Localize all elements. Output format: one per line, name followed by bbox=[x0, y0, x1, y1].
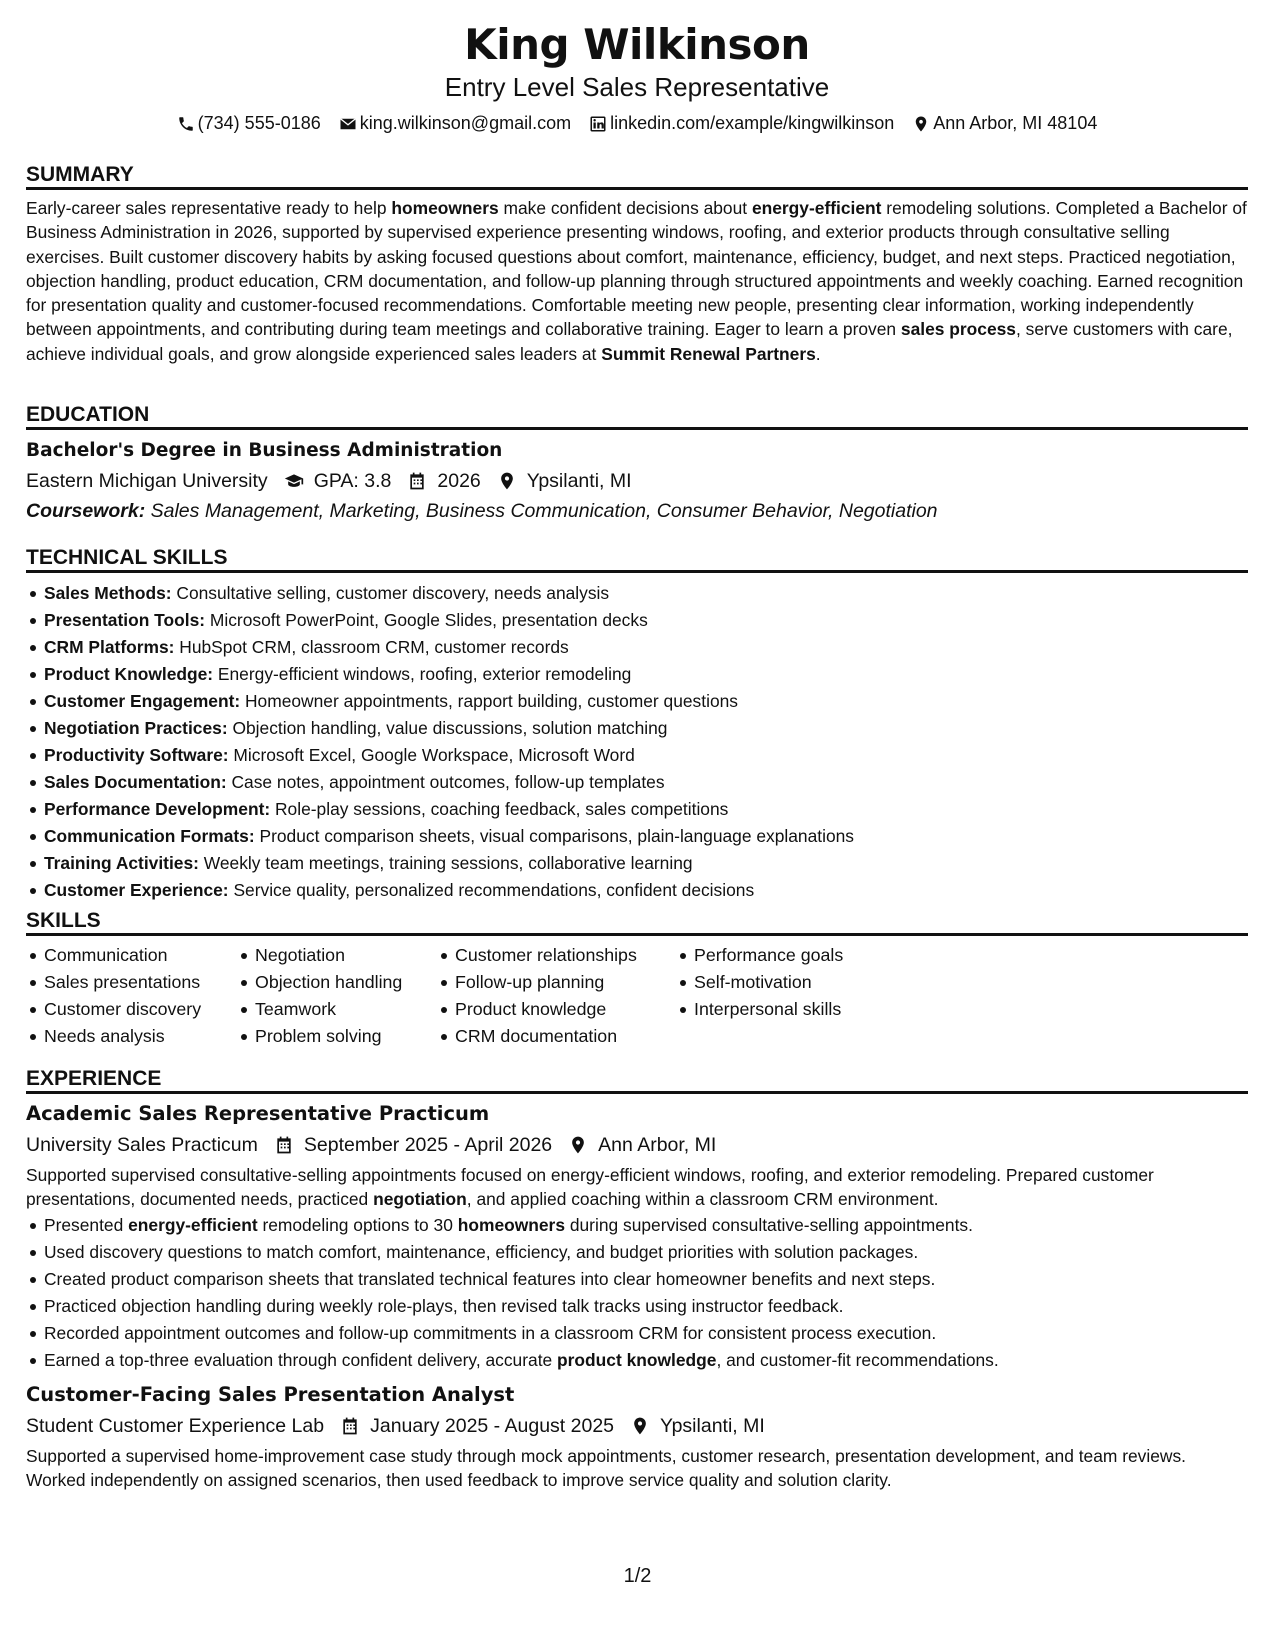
list-item: CRM documentation bbox=[437, 1023, 676, 1050]
job-title: Academic Sales Representative Practicum bbox=[26, 1102, 490, 1125]
education-section bbox=[26, 400, 1248, 523]
contact-bar bbox=[26, 113, 1248, 134]
list-item: Objection handling bbox=[237, 969, 437, 996]
list-item: Performance goals bbox=[676, 942, 896, 969]
school-location: Ypsilanti, MI bbox=[526, 470, 632, 492]
skills-heading: SKILLS bbox=[26, 906, 1248, 936]
list-item: Presentation Tools: Microsoft PowerPoint, Google Slides, presentation decks bbox=[26, 607, 1248, 634]
list-item: Customer relationships bbox=[437, 942, 676, 969]
list-item: Presented energy-efficient remodeling options to 30 homeowners during supervised consultative-selling appointments. bbox=[26, 1212, 1248, 1239]
envelope-icon bbox=[339, 115, 357, 133]
summary-section bbox=[26, 160, 1248, 366]
calendar-icon bbox=[407, 471, 427, 491]
contact-location bbox=[912, 113, 1097, 134]
list-item: Product Knowledge: Energy-efficient windows, roofing, exterior remodeling bbox=[26, 661, 1248, 688]
phone-icon bbox=[177, 115, 195, 133]
experience-heading: EXPERIENCE bbox=[26, 1064, 1248, 1094]
skills-section bbox=[26, 906, 1248, 1050]
candidate-title: Entry Level Sales Representative bbox=[444, 72, 830, 102]
list-item: Practiced objection handling during weekly role-plays, then revised talk tracks using instructor feedback. bbox=[26, 1293, 1248, 1320]
list-item: Problem solving bbox=[237, 1023, 437, 1050]
list-item: Sales Methods: Consultative selling, customer discovery, needs analysis bbox=[26, 580, 1248, 607]
job-location: Ypsilanti, MI bbox=[660, 1414, 765, 1437]
map-pin-icon bbox=[630, 1416, 650, 1436]
location-text: Ann Arbor, MI 48104 bbox=[933, 113, 1098, 133]
job-dates: January 2025 - August 2025 bbox=[370, 1414, 615, 1437]
list-item: Created product comparison sheets that translated technical features into clear homeowner benefits and next steps. bbox=[26, 1266, 1248, 1293]
job-description: Supported supervised consultative-selling appointments focused on energy-efficient windows, roofing, and exterior remodeling. Prepared customer presentations, documented needs, practiced negotiation, and applied coaching within a classroom CRM environment. bbox=[26, 1165, 1154, 1210]
job-description: Supported a supervised home-improvement case study through mock appointments, customer research, presentation development, and team reviews. Worked independently on assigned scenarios, then used feedback to improve service quality and solution clarity. bbox=[26, 1445, 1186, 1490]
linkedin-icon bbox=[589, 115, 607, 133]
list-item: CRM Platforms: HubSpot CRM, classroom CRM, customer records bbox=[26, 634, 1248, 661]
coursework: Coursework: Sales Management, Marketing, Business Communication, Consumer Behavior, Negotiation bbox=[26, 500, 938, 522]
job-meta bbox=[26, 1133, 1248, 1157]
map-pin-icon bbox=[568, 1135, 588, 1155]
contact-linkedin[interactable] bbox=[589, 113, 894, 134]
experience-section bbox=[26, 1064, 1248, 1492]
list-item: Customer Engagement: Homeowner appointments, rapport building, customer questions bbox=[26, 688, 1248, 715]
graduation-year: 2026 bbox=[437, 470, 481, 492]
candidate-name: King Wilkinson bbox=[464, 20, 810, 69]
list-item: Interpersonal skills bbox=[676, 996, 896, 1023]
list-item: Negotiation Practices: Objection handling, value discussions, solution matching bbox=[26, 715, 1248, 742]
gpa-text: GPA: 3.8 bbox=[313, 470, 392, 492]
list-item: Sales presentations bbox=[26, 969, 237, 996]
list-item: Training Activities: Weekly team meetings, training sessions, collaborative learning bbox=[26, 850, 1248, 877]
list-item: Customer discovery bbox=[26, 996, 237, 1023]
education-meta bbox=[26, 469, 1248, 493]
job-bullets bbox=[26, 1212, 1248, 1374]
map-pin-icon bbox=[912, 115, 930, 133]
technical-skills-list bbox=[26, 580, 1248, 904]
linkedin-text: linkedin.com/example/kingwilkinson bbox=[610, 113, 895, 133]
calendar-icon bbox=[274, 1135, 294, 1155]
list-item: Product knowledge bbox=[437, 996, 676, 1023]
skills-column bbox=[26, 942, 237, 1050]
list-item: Communication Formats: Product comparison sheets, visual comparisons, plain-language explanations bbox=[26, 823, 1248, 850]
list-item: Earned a top-three evaluation through confident delivery, accurate product knowledge, and customer-fit recommendations. bbox=[26, 1347, 1248, 1374]
education-heading: EDUCATION bbox=[26, 400, 1248, 430]
email-text: king.wilkinson@gmail.com bbox=[359, 113, 572, 133]
list-item: Communication bbox=[26, 942, 237, 969]
job-title: Customer-Facing Sales Presentation Analyst bbox=[26, 1382, 515, 1406]
resume-page bbox=[26, 0, 1248, 1650]
list-item: Customer Experience: Service quality, personalized recommendations, confident decisions bbox=[26, 877, 1248, 904]
skills-column bbox=[237, 942, 437, 1050]
list-item: Needs analysis bbox=[26, 1023, 237, 1050]
contact-phone[interactable] bbox=[177, 113, 321, 134]
list-item: Follow-up planning bbox=[437, 969, 676, 996]
summary-text: Early-career sales representative ready to help homeowners make confident decisions about energy-efficient remodeling solutions. Completed a Bachelor of Business Administration in 2026, supported by supervised experience presenting windows, roofing, and exterior products through consultative selling exercises. Built customer discovery habits by asking focused questions about comfort, maintenance, efficiency, budget, and next steps. Practiced negotiation, objection handling, product education, CRM documentation, and follow-up planning through structured appointments and weekly coaching. Earned recognition for presentation quality and customer-focused recommendations. Comfortable meeting new people, presenting clear information, working independently between appointments, and contributing during team meetings and collaborative training. Eager to learn a proven sales process, serve customers with care, achieve individual goals, and grow alongside experienced sales leaders at Summit Renewal Partners. bbox=[26, 198, 1247, 364]
technical-skills-section bbox=[26, 543, 1248, 904]
list-item: Used discovery questions to match comfort, maintenance, efficiency, and budget priorities with solution packages. bbox=[26, 1239, 1248, 1266]
technical-skills-heading: TECHNICAL SKILLS bbox=[26, 543, 1248, 573]
list-item: Performance Development: Role-play sessions, coaching feedback, sales competitions bbox=[26, 796, 1248, 823]
job-location: Ann Arbor, MI bbox=[598, 1134, 717, 1156]
skills-grid bbox=[26, 942, 1248, 1050]
degree-title: Bachelor's Degree in Business Administration bbox=[26, 440, 503, 461]
list-item: Teamwork bbox=[237, 996, 437, 1023]
calendar-icon bbox=[340, 1416, 360, 1436]
job-organization: Student Customer Experience Lab bbox=[26, 1414, 325, 1437]
list-item: Negotiation bbox=[237, 942, 437, 969]
page-number: 1/2 bbox=[623, 1565, 652, 1587]
summary-heading: SUMMARY bbox=[26, 160, 1248, 190]
contact-email[interactable] bbox=[339, 113, 571, 134]
map-pin-icon bbox=[497, 471, 517, 491]
school-name: Eastern Michigan University bbox=[26, 470, 268, 492]
list-item: Sales Documentation: Case notes, appointment outcomes, follow-up templates bbox=[26, 769, 1248, 796]
job-organization: University Sales Practicum bbox=[26, 1134, 258, 1156]
skills-column bbox=[437, 942, 676, 1050]
graduation-cap-icon bbox=[284, 471, 304, 491]
job-dates: September 2025 - April 2026 bbox=[303, 1134, 553, 1156]
list-item: Productivity Software: Microsoft Excel, Google Workspace, Microsoft Word bbox=[26, 742, 1248, 769]
phone-text: (734) 555-0186 bbox=[197, 113, 321, 133]
skills-column bbox=[676, 942, 896, 1050]
list-item: Self-motivation bbox=[676, 969, 896, 996]
list-item: Recorded appointment outcomes and follow-up commitments in a classroom CRM for consistent process execution. bbox=[26, 1320, 1248, 1347]
job-meta bbox=[26, 1414, 1248, 1438]
